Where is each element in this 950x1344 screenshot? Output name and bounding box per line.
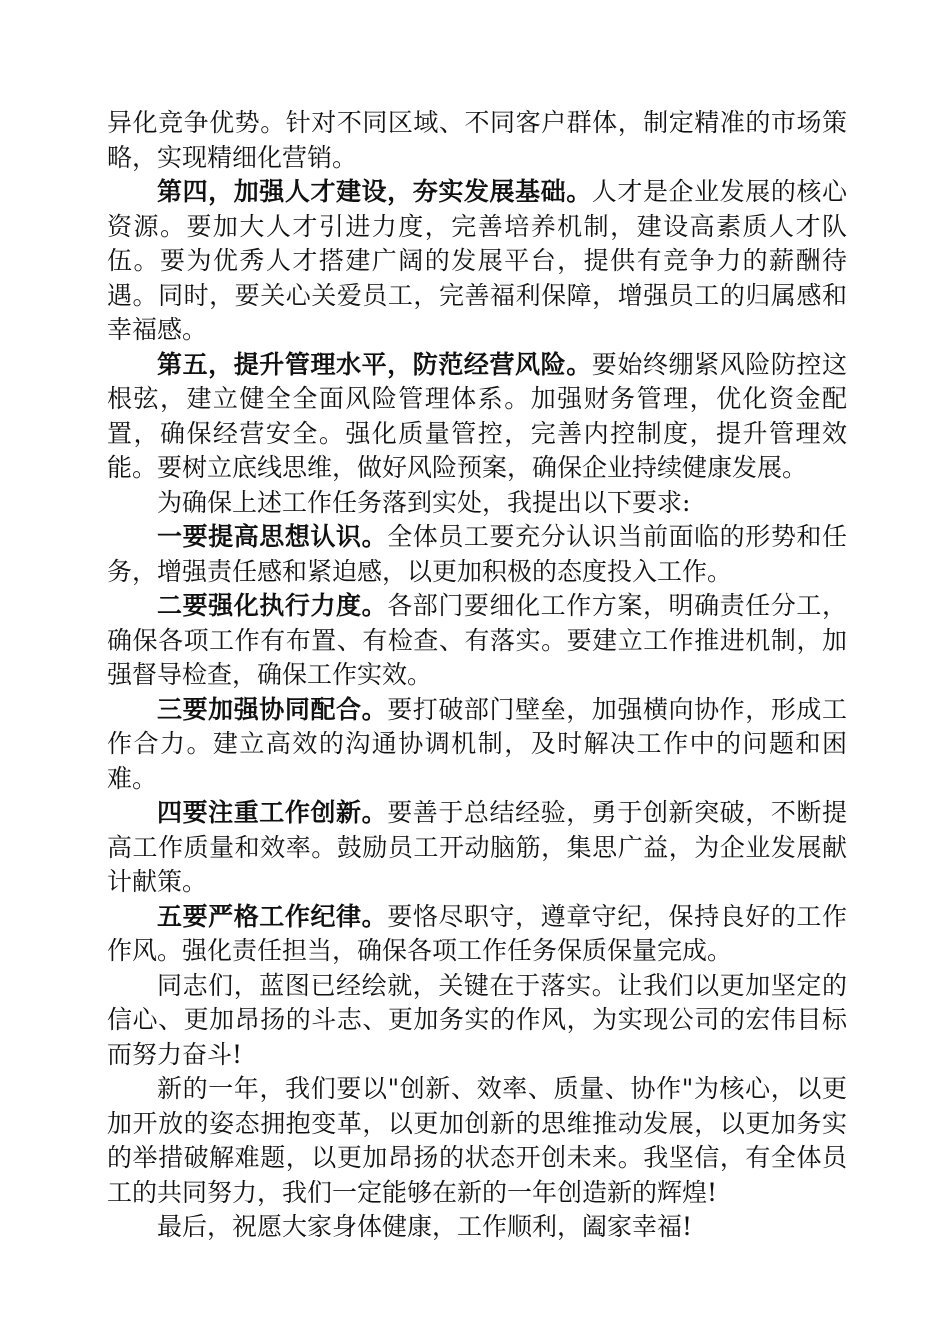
paragraph-text: 同志们，蓝图已经绘就，关键在于落实。让我们以更加坚定的信心、更加昂扬的斗志、更加务实的作风，为实现公司的宏伟目标而努力奋斗! [107,970,847,1069]
paragraph-lead: 五要严格工作纪律。 [157,901,388,931]
paragraph-lead: 第五，提升管理水平，防范经营风险。 [157,349,592,379]
paragraph-text: 人才是企业发展的核心资源。要加大人才引进力度，完善培养机制，建设高素质人才队伍。要为优秀人才搭建广阔的发展平台，提供有竞争力的薪酬待遇。同时，要关心关爱员工，完善福利保障，增强员工的归属感和幸福感。 [107,177,847,344]
paragraph-text: 异化竞争优势。针对不同区域、不同客户群体，制定精准的市场策略，实现精细化营销。 [107,108,847,172]
paragraph-text: 要善于总结经验，勇于创新突破，不断提高工作质量和效率。鼓励员工开动脑筋，集思广益，为企业发展献计献策。 [107,798,847,896]
paragraph-text: 要始终绷紧风险防控这根弦，建立健全全面风险管理体系。加强财务管理，优化资金配置，确保经营安全。强化质量管控，完善内控制度，提升管理效能。要树立底线思维，做好风险预案，确保企业持续健康发展。 [107,349,847,482]
paragraph-requirements-intro [107,486,847,521]
paragraph-text: 新的一年，我们要以"创新、效率、质量、协作"为核心，以更加开放的姿态拥抱变革，以更加创新的思维推动发展，以更加务实的举措破解难题，以更加昂扬的状态开创未来。我坚信，有全体员工的共同努力，我们一定能够在新的一年创造新的辉煌! [107,1074,847,1207]
paragraph-text: 要打破部门壁垒，加强横向协作，形成工作合力。建立高效的沟通协调机制，及时解决工作中的问题和困难。 [107,694,847,793]
paragraph-text: 要恪尽职守，遵章守纪，保持良好的工作作风。强化责任担当，确保各项工作任务保质保量完成。 [107,901,847,965]
paragraph-text: 最后，祝愿大家身体健康，工作顺利，阖家幸福! [157,1212,693,1241]
paragraph-continued [107,106,847,175]
paragraph-requirement-5 [107,900,847,969]
paragraph-lead: 三要加强协同配合。 [157,694,388,724]
paragraph-text: 为确保上述工作任务落到实处，我提出以下要求: [157,487,691,517]
paragraph-call-to-action [107,969,847,1073]
paragraph-talent [107,175,847,348]
paragraph-lead: 二要强化执行力度。 [157,591,388,620]
paragraph-requirement-2 [107,589,847,693]
paragraph-text: 全体员工要充分认识当前面临的形势和任务，增强责任感和紧迫感，以更加积极的态度投入工作。 [107,522,847,586]
paragraph-risk [107,348,847,486]
paragraph-new-year [107,1072,847,1210]
paragraph-requirement-4 [107,796,847,900]
paragraph-text: 各部门要细化工作方案，明确责任分工，确保各项工作有布置、有检查、有落实。要建立工作推进机制，加强督导检查，确保工作实效。 [107,591,847,689]
paragraph-requirement-1 [107,520,847,589]
document-body [107,106,847,1245]
paragraph-closing [107,1210,847,1245]
paragraph-lead: 第四，加强人才建设，夯实发展基础。 [157,177,592,206]
paragraph-lead: 一要提高思想认识。 [157,522,388,551]
paragraph-lead: 四要注重工作创新。 [157,798,388,827]
paragraph-requirement-3 [107,693,847,797]
